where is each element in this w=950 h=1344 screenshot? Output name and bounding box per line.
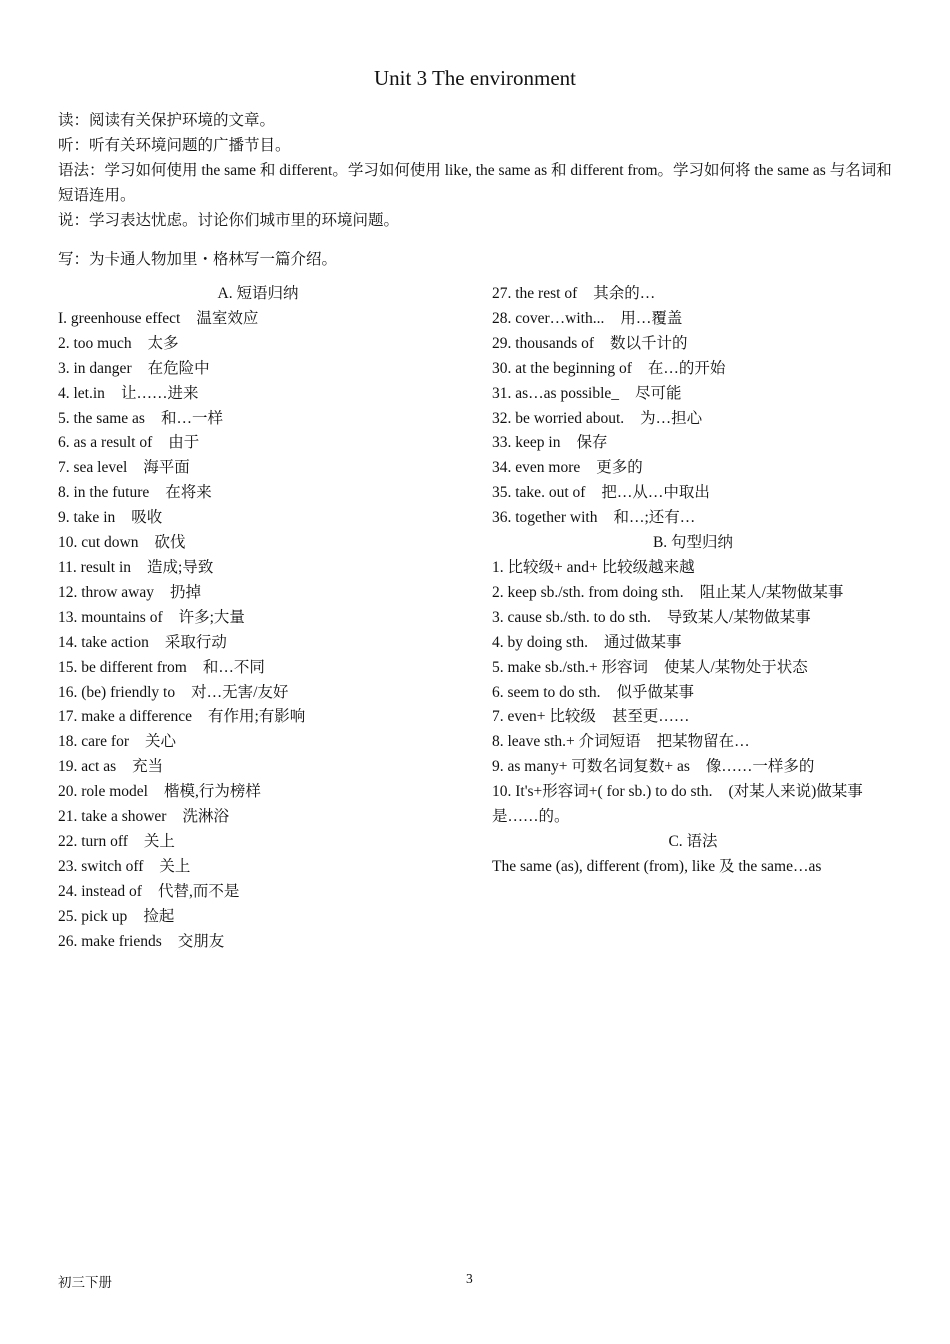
phrase-item bbox=[492, 631, 894, 656]
phrase-item bbox=[492, 606, 894, 631]
phrase-chinese: 关上 bbox=[159, 857, 191, 875]
phrase-english: 16. (be) friendly to bbox=[58, 683, 176, 701]
phrase-item bbox=[58, 531, 458, 556]
phrase-english: 4. let.in bbox=[58, 384, 105, 402]
phrase-item bbox=[492, 407, 894, 432]
phrase-chinese: 太多 bbox=[147, 334, 179, 352]
phrase-english: 30. at the beginning of bbox=[492, 359, 632, 377]
phrase-item bbox=[492, 481, 894, 506]
phrase-item bbox=[492, 730, 894, 755]
phrase-chinese: 洗淋浴 bbox=[182, 808, 229, 826]
section-b-heading: B. 句型归纳 bbox=[652, 534, 734, 552]
phrase-english: 17. make a difference bbox=[58, 708, 192, 726]
phrase-chinese: 把某物留在… bbox=[656, 733, 750, 751]
phrase-chinese: 扔掉 bbox=[170, 583, 202, 601]
phrase-english: 35. take. out of bbox=[492, 484, 586, 502]
phrase-item bbox=[492, 282, 894, 307]
phrase-chinese: 在…的开始 bbox=[647, 359, 726, 377]
phrase-english: 20. role model bbox=[58, 783, 148, 801]
phrase-english: 8. leave sth.+ 介词短语 bbox=[492, 733, 641, 751]
phrase-english: 9. as many+ 可数名词复数+ as bbox=[492, 758, 690, 776]
phrase-english: 29. thousands of bbox=[492, 334, 595, 352]
section-a-heading: A. 短语归纳 bbox=[217, 285, 299, 302]
phrase-english: 3. cause sb./sth. to do sth. bbox=[492, 608, 651, 626]
phrase-english: 5. the same as bbox=[58, 409, 145, 427]
intro-grammar: 语法：学习如何使用 the same 和 different。学习如何使用 like, the same as 和 different from。学习如何将 the same as 与名词和短语连用。 bbox=[58, 162, 892, 204]
phrase-english: 28. cover…with... bbox=[492, 309, 605, 327]
phrase-english: 8. in the future bbox=[58, 484, 150, 502]
phrase-english: 12. throw away bbox=[58, 583, 154, 601]
phrase-item bbox=[58, 357, 458, 382]
phrase-english: 2. keep sb./sth. from doing sth. bbox=[492, 583, 684, 601]
phrase-chinese: 通过做某事 bbox=[604, 633, 682, 651]
left-column bbox=[58, 282, 458, 954]
phrase-chinese: 让……进来 bbox=[120, 384, 199, 402]
phrase-english: 4. by doing sth. bbox=[492, 633, 589, 651]
phrase-chinese: 吸收 bbox=[131, 509, 163, 527]
phrase-chinese: 把…从…中取出 bbox=[601, 484, 710, 502]
intro-write: 写：为卡通人物加里・格林写一篇介绍。 bbox=[58, 251, 338, 268]
phrase-chinese: 和…一样 bbox=[160, 409, 223, 427]
phrase-item bbox=[492, 705, 894, 730]
phrase-item bbox=[58, 656, 458, 681]
phrase-item bbox=[58, 332, 458, 357]
phrase-chinese: 更多的 bbox=[596, 459, 643, 477]
phrase-english: 26. make friends bbox=[58, 932, 162, 950]
phrase-item bbox=[58, 407, 458, 432]
phrase-item bbox=[58, 307, 458, 332]
phrase-item bbox=[58, 382, 458, 407]
page-number: 3 bbox=[466, 1271, 473, 1286]
phrase-english: 6. seem to do sth. bbox=[492, 683, 601, 701]
phrase-chinese: 其余的… bbox=[593, 285, 656, 302]
phrase-item bbox=[58, 481, 458, 506]
phrase-english: 6. as a result of bbox=[58, 434, 153, 452]
phrase-chinese: 保存 bbox=[576, 434, 608, 452]
phrase-chinese: 用…覆盖 bbox=[620, 309, 683, 327]
phrase-item bbox=[492, 431, 894, 456]
phrase-english: 7. even+ 比较级 bbox=[492, 708, 596, 726]
phrase-item bbox=[492, 556, 894, 581]
phrase-chinese: 由于 bbox=[168, 434, 200, 452]
phrase-english: 2. too much bbox=[58, 334, 132, 352]
phrase-item bbox=[58, 631, 458, 656]
phrase-chinese: 砍伐 bbox=[154, 534, 186, 552]
phrase-item bbox=[492, 780, 894, 830]
phrase-english: 9. take in bbox=[58, 509, 116, 527]
intro-listen: 听：听有关环境问题的广播节目。 bbox=[58, 137, 291, 154]
phrase-english: 23. switch off bbox=[58, 857, 144, 875]
phrase-english: 13. mountains of bbox=[58, 608, 163, 626]
phrase-english: 7. sea level bbox=[58, 459, 128, 477]
phrase-chinese: (对某人来说)做某事是……的。 bbox=[492, 783, 863, 826]
phrase-item bbox=[58, 431, 458, 456]
phrase-english: 11. result in bbox=[58, 558, 132, 576]
section-c-heading: C. 语法 bbox=[668, 832, 718, 850]
phrase-item bbox=[492, 681, 894, 706]
phrase-chinese: 对…无害/友好 bbox=[191, 683, 289, 701]
right-column bbox=[492, 282, 894, 880]
phrase-chinese: 甚至更…… bbox=[611, 708, 690, 726]
phrase-chinese: 似乎做某事 bbox=[616, 683, 695, 701]
phrase-chinese: 阻止某人/某物做某事 bbox=[699, 583, 844, 601]
phrase-item bbox=[492, 456, 894, 481]
phrase-item bbox=[492, 581, 894, 606]
phrase-chinese: 交朋友 bbox=[177, 932, 225, 950]
phrase-chinese: 许多;大量 bbox=[178, 608, 245, 626]
phrase-item bbox=[58, 556, 458, 581]
phrase-chinese: 使某人/某物处于状态 bbox=[663, 658, 808, 676]
phrase-chinese: 和…;还有… bbox=[613, 509, 696, 527]
phrase-english: 14. take action bbox=[58, 633, 149, 651]
phrase-chinese: 和…不同 bbox=[202, 658, 265, 676]
phrase-chinese: 像……一样多的 bbox=[705, 758, 815, 776]
phrase-english: 32. be worried about. bbox=[492, 409, 625, 427]
phrase-item bbox=[492, 357, 894, 382]
phrase-chinese: 楷模,行为榜样 bbox=[163, 783, 261, 801]
phrase-english: 24. instead of bbox=[58, 882, 142, 900]
phrase-english: 10. It's+形容词+( for sb.) to do sth. bbox=[492, 783, 713, 801]
phrase-item bbox=[58, 506, 458, 531]
phrase-english: 33. keep in bbox=[492, 434, 561, 452]
phrase-english: 5. make sb./sth.+ 形容词 bbox=[492, 658, 648, 676]
phrase-item bbox=[58, 681, 458, 706]
phrase-english: 19. act as bbox=[58, 758, 117, 776]
phrase-english: 25. pick up bbox=[58, 907, 128, 925]
phrase-item bbox=[492, 656, 894, 681]
phrase-item bbox=[58, 930, 458, 955]
phrase-item bbox=[58, 855, 458, 880]
phrase-chinese: 有作用;有影响 bbox=[207, 708, 306, 726]
intro-speak: 说：学习表达忧虑。讨论你们城市里的环境问题。 bbox=[58, 212, 400, 229]
phrase-english: 18. care for bbox=[58, 733, 129, 751]
phrase-english: 22. turn off bbox=[58, 832, 128, 850]
phrase-item bbox=[492, 332, 894, 357]
phrase-item bbox=[492, 506, 894, 531]
phrase-item bbox=[58, 755, 458, 780]
page-title: Unit 3 The environment bbox=[374, 66, 576, 90]
phrase-item bbox=[492, 755, 894, 780]
phrase-item bbox=[58, 830, 458, 855]
phrase-english: 15. be different from bbox=[58, 658, 187, 676]
phrase-chinese: 代替,而不是 bbox=[157, 882, 240, 900]
phrase-item bbox=[58, 456, 458, 481]
phrase-chinese: 捡起 bbox=[143, 907, 175, 925]
phrase-chinese: 充当 bbox=[132, 758, 164, 776]
phrase-chinese: 在危险中 bbox=[147, 359, 210, 377]
phrase-english: 10. cut down bbox=[58, 534, 139, 552]
phrase-english: 31. as…as possible_ bbox=[492, 384, 620, 402]
phrase-item bbox=[58, 805, 458, 830]
phrase-english: 21. take a shower bbox=[58, 808, 167, 826]
phrase-chinese: 关上 bbox=[143, 832, 175, 850]
phrase-english: 27. the rest of bbox=[492, 285, 578, 302]
phrase-item bbox=[492, 382, 894, 407]
phrase-english: 34. even more bbox=[492, 459, 581, 477]
phrase-english: 1. 比较级+ and+ 比较级越来越 bbox=[492, 558, 695, 576]
phrase-item bbox=[58, 780, 458, 805]
phrase-chinese: 采取行动 bbox=[164, 633, 227, 651]
phrase-chinese: 数以千计的 bbox=[610, 334, 688, 352]
phrase-chinese: 为…担心 bbox=[640, 409, 703, 427]
phrase-item bbox=[58, 606, 458, 631]
phrase-chinese: 在将来 bbox=[165, 484, 212, 502]
intro-read: 读：阅读有关保护环境的文章。 bbox=[58, 112, 276, 129]
section-c-text: The same (as), different (from), like 及 the same…as bbox=[492, 857, 822, 875]
footer-book-label: 初三下册 bbox=[58, 1275, 112, 1290]
phrase-item bbox=[58, 581, 458, 606]
phrase-item bbox=[58, 880, 458, 905]
phrase-item bbox=[492, 307, 894, 332]
phrase-chinese: 温室效应 bbox=[196, 309, 259, 327]
phrase-english: 3. in danger bbox=[58, 359, 132, 377]
phrase-chinese: 造成;导致 bbox=[147, 558, 214, 576]
phrase-chinese: 海平面 bbox=[143, 459, 190, 477]
phrase-english: I. greenhouse effect bbox=[58, 309, 181, 327]
phrase-chinese: 尽可能 bbox=[635, 384, 682, 402]
phrase-chinese: 关心 bbox=[145, 733, 177, 751]
phrase-item bbox=[58, 905, 458, 930]
phrase-item bbox=[58, 705, 458, 730]
phrase-chinese: 导致某人/某物做某事 bbox=[666, 608, 811, 626]
phrase-english: 36. together with bbox=[492, 509, 598, 527]
phrase-item bbox=[58, 730, 458, 755]
